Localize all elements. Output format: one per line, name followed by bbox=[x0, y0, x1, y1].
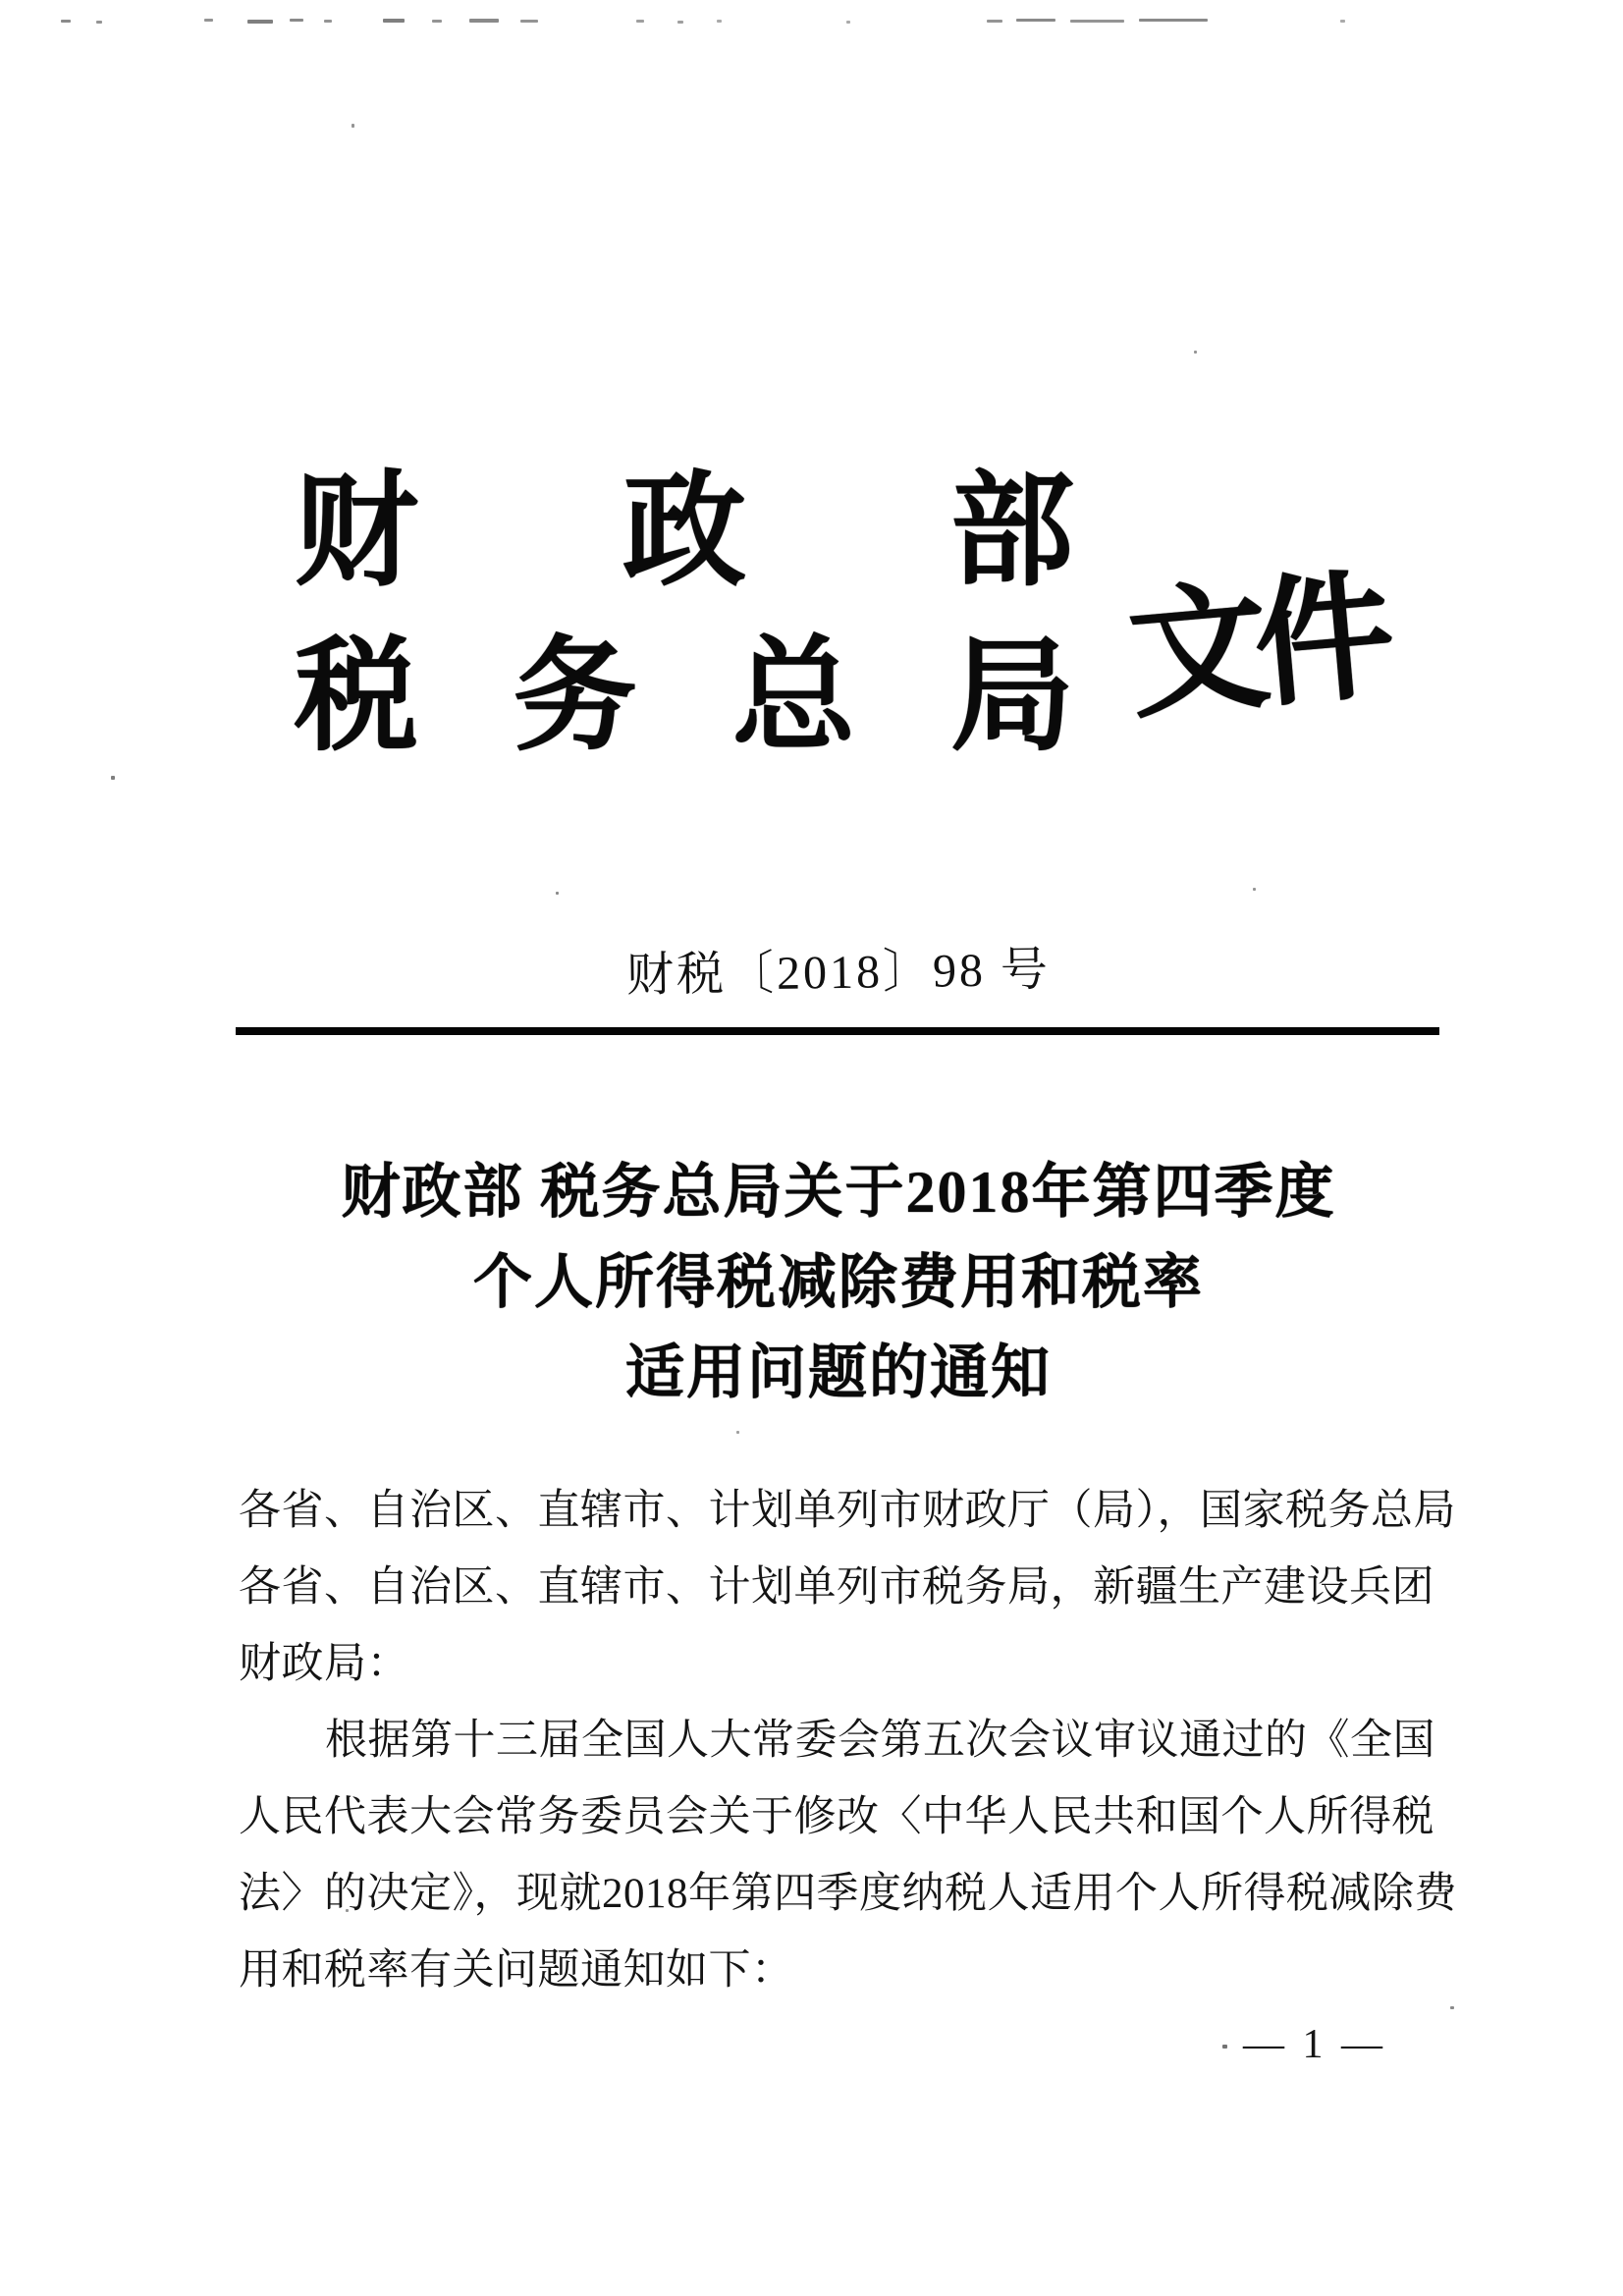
title-line-3: 适用问题的通知 bbox=[625, 1340, 1052, 1405]
scan-speck bbox=[352, 124, 354, 128]
scan-speck bbox=[324, 20, 332, 23]
scan-speck bbox=[204, 19, 213, 22]
page-number: — 1 — bbox=[1243, 2022, 1386, 2067]
doc-number: 财税〔2018〕98 号 bbox=[625, 943, 1052, 1003]
scan-speck bbox=[432, 20, 442, 23]
agency-char: 局 bbox=[949, 629, 1074, 766]
body-line-5: 人民代表大会常务委员会关于修改〈中华人民共和国个人所得税 bbox=[239, 1794, 1434, 1840]
agency-char: 财 bbox=[295, 465, 418, 601]
scan-speck bbox=[96, 21, 102, 24]
agency-name-line2 bbox=[295, 629, 1074, 766]
scan-speck bbox=[736, 1431, 739, 1434]
body-line-4: 根据第十三届全国人大常委会第五次会议审议通过的《全国 bbox=[325, 1718, 1435, 1764]
scan-speck bbox=[556, 892, 559, 895]
scan-speck bbox=[1340, 20, 1345, 23]
agency-char: 税 bbox=[295, 629, 418, 766]
agency-char: 务 bbox=[513, 629, 637, 766]
scan-speck bbox=[247, 20, 273, 24]
scan-speck bbox=[1194, 351, 1197, 354]
scan-speck bbox=[61, 20, 71, 23]
scan-speck bbox=[987, 20, 1002, 23]
document-title bbox=[239, 1147, 1438, 1418]
scan-speck bbox=[290, 19, 303, 22]
scan-speck bbox=[469, 19, 499, 23]
header-divider-line bbox=[236, 1027, 1439, 1035]
document-body bbox=[239, 1473, 1456, 2009]
scan-speck bbox=[846, 21, 850, 24]
title-line-1: 财政部 税务总局关于2018年第四季度 bbox=[341, 1160, 1336, 1225]
agency-char: 部 bbox=[950, 465, 1074, 601]
scan-speck bbox=[636, 20, 644, 23]
body-line-6: 法〉的决定》，现就2018年第四季度纳税人适用个人所得税减除费 bbox=[239, 1871, 1457, 1917]
title-line-2: 个人所得税减除费用和税率 bbox=[473, 1250, 1204, 1315]
scan-speck bbox=[1222, 2045, 1227, 2049]
agency-name-line1 bbox=[295, 465, 1074, 601]
scan-speck bbox=[1253, 888, 1256, 891]
agency-char: 总 bbox=[731, 629, 856, 766]
body-line-2: 各省、自治区、直辖市、计划单列市税务局，新疆生产建设兵团 bbox=[239, 1564, 1434, 1611]
body-line-1: 各省、自治区、直辖市、计划单列市财政厅（局），国家税务总局 bbox=[239, 1488, 1456, 1534]
scan-speck bbox=[111, 776, 115, 780]
scan-speck bbox=[520, 20, 538, 23]
body-line-3: 财政局： bbox=[239, 1641, 409, 1687]
agency-char: 政 bbox=[622, 465, 746, 601]
scan-speck bbox=[677, 21, 683, 24]
scan-speck bbox=[1070, 20, 1124, 23]
scan-speck bbox=[1139, 19, 1208, 22]
scan-speck bbox=[717, 20, 722, 23]
doc-type-label: 文件 bbox=[1122, 559, 1387, 736]
scan-speck bbox=[383, 19, 405, 23]
scan-speck bbox=[1016, 19, 1055, 22]
body-line-7: 用和税率有关问题通知如下： bbox=[239, 1947, 794, 1994]
